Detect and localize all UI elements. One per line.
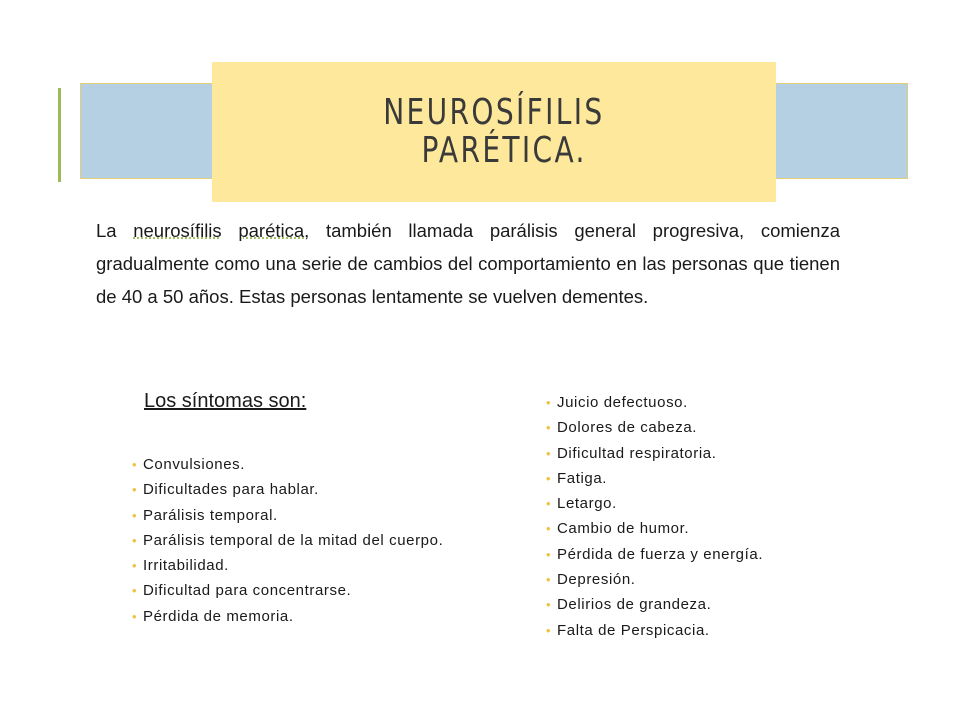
bullet-icon: •: [546, 470, 552, 486]
list-item-text: Parálisis temporal de la mitad del cuerpo.: [143, 531, 444, 549]
list-item: [132, 578, 443, 603]
bullet-icon: •: [132, 583, 138, 599]
list-item-text: Convulsiones.: [143, 456, 246, 473]
intro-prefix: La: [96, 220, 134, 241]
bullet-icon: •: [546, 546, 552, 562]
intro-term-paretica: parética: [238, 220, 305, 241]
list-item-text: Dificultades para hablar.: [143, 481, 319, 499]
symptoms-heading: Los síntomas son:: [144, 390, 307, 412]
bullet-icon: •: [132, 457, 138, 472]
list-item-text: Letargo.: [557, 495, 617, 513]
list-item: [132, 452, 443, 477]
list-item-text: Pérdida de memoria.: [143, 607, 294, 625]
list-item: [546, 466, 763, 491]
bullet-icon: •: [546, 445, 552, 461]
intro-term-neurosifilis: neurosífilis: [133, 220, 222, 241]
intro-rest: , también llamada parálisis general progresiva, comienza gradualmente como una serie de cambios del comportamiento en las personas que tienen de 40 a 50 años. Estas personas lentamente se vuelven dementes.: [96, 220, 841, 307]
list-item-text: Irritabilidad.: [143, 557, 229, 575]
symptoms-list-right: [546, 390, 763, 643]
list-item-text: Delirios de grandeza.: [557, 596, 712, 614]
list-item: [546, 618, 763, 643]
list-item: [546, 415, 763, 440]
list-item-text: Dificultad para concentrarse.: [143, 582, 352, 600]
bullet-icon: •: [132, 608, 138, 624]
list-item: [546, 542, 763, 567]
bullet-icon: •: [132, 507, 138, 523]
list-item: [546, 592, 763, 617]
list-item: [546, 491, 763, 516]
list-item: [132, 553, 443, 578]
bullet-icon: •: [132, 532, 138, 548]
list-item: [132, 604, 443, 629]
intro-space: [222, 220, 239, 241]
bullet-icon: •: [546, 572, 552, 588]
list-item: [546, 390, 763, 415]
accent-line: [58, 88, 61, 182]
title-line-1: NEUROSÍFILIS: [383, 92, 605, 133]
list-item: [546, 441, 763, 466]
list-item-text: Falta de Perspicacia.: [557, 621, 710, 639]
list-item-text: Parálisis temporal.: [143, 506, 278, 524]
symptoms-list-left: [132, 452, 443, 629]
list-item-text: Dolores de cabeza.: [557, 419, 698, 437]
list-item-text: Pérdida de fuerza y energía.: [557, 545, 764, 563]
bullet-icon: •: [132, 558, 138, 574]
list-item: [546, 567, 763, 592]
list-item-text: Dificultad respiratoria.: [557, 444, 717, 462]
list-item: [546, 516, 763, 541]
bullet-icon: •: [546, 496, 552, 512]
list-item-text: Depresión.: [557, 571, 636, 589]
bullet-icon: •: [546, 622, 552, 638]
bullet-icon: •: [546, 395, 552, 410]
bullet-icon: •: [546, 521, 552, 537]
bullet-icon: •: [546, 597, 552, 613]
list-item-text: Juicio defectuoso.: [557, 394, 688, 411]
title-line-2: PARÉTICA.: [421, 130, 587, 171]
list-item: [132, 477, 443, 502]
list-item: [132, 528, 443, 553]
bullet-icon: •: [546, 420, 552, 436]
intro-paragraph: [96, 214, 840, 313]
title-box: [212, 62, 776, 202]
list-item-text: Cambio de humor.: [557, 520, 690, 538]
list-item-text: Fatiga.: [557, 469, 608, 487]
bullet-icon: •: [132, 482, 138, 498]
list-item: [132, 503, 443, 528]
